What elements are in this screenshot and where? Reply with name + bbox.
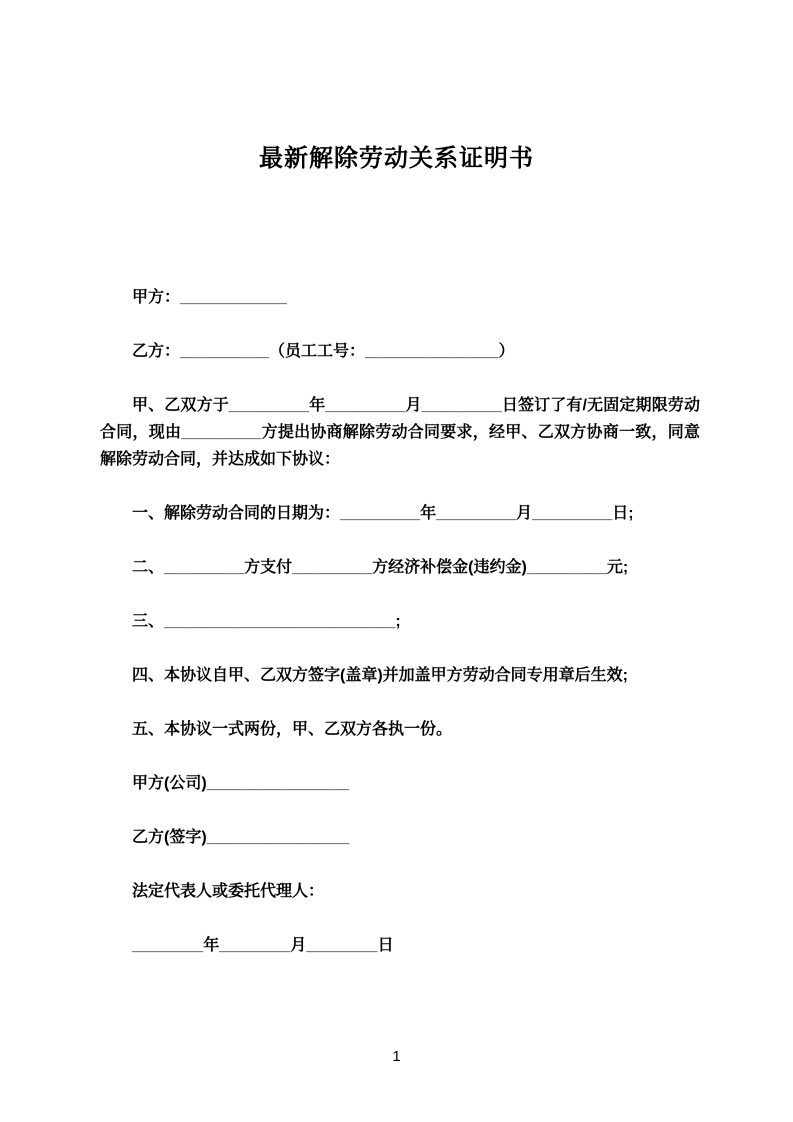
- page-number: 1: [392, 1048, 401, 1065]
- agreement-item-4: 四、本协议自甲、乙双方签字(盖章)并加盖甲方劳动合同专用章后生效;: [132, 667, 628, 684]
- agreement-item-5: 五、本协议一式两份，甲、乙双方各执一份。: [132, 721, 453, 738]
- date-line: ________年________月________日: [132, 937, 394, 954]
- document-title: 最新解除劳动关系证明书: [259, 145, 534, 172]
- agreement-item-2: 二、_________方支付_________方经济补偿金(违约金)_________元;: [132, 559, 629, 576]
- party-b-signature-line: 乙方(签字)________________: [132, 829, 350, 846]
- agreement-item-1: 一、解除劳动合同的日期为：_________年_________月_________日;: [132, 505, 634, 522]
- agreement-item-3: 三、__________________________;: [132, 613, 401, 630]
- party-a-line: 甲方：____________: [132, 289, 287, 306]
- intro-paragraph: 甲、乙双方于_________年_________月_________日签订了有/无固定期限劳动合同，现由_________方提出协商解除劳动合同要求，经甲、乙双方协商一致，同意解除劳动合同，并达成如下协议：: [100, 397, 700, 468]
- party-a-signature-line: 甲方(公司)________________: [132, 775, 350, 792]
- party-b-line: 乙方：__________（员工工号：_______________）: [132, 343, 515, 360]
- legal-representative-line: 法定代表人或委托代理人：: [132, 883, 325, 900]
